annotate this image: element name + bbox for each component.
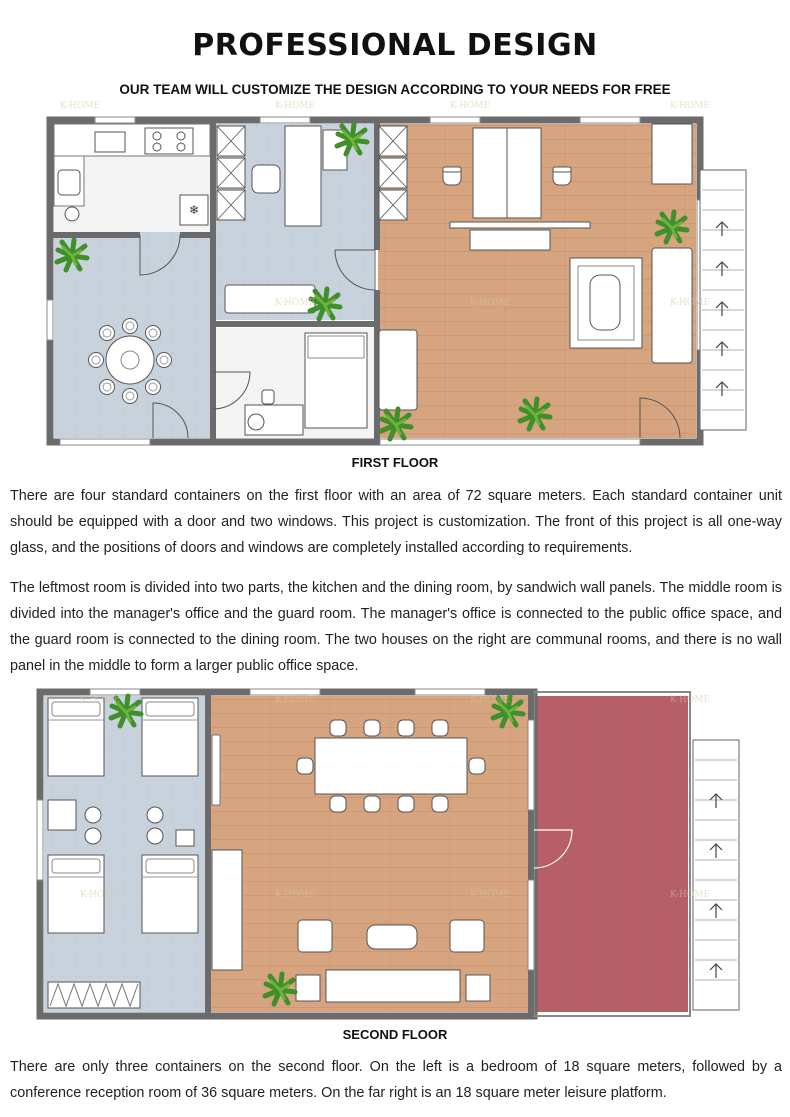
watermark-logo: K-HOME <box>669 101 711 111</box>
page-title: PROFESSIONAL DESIGN <box>192 28 598 63</box>
second-floor-plan <box>0 684 790 1022</box>
watermark-logo: K-HOME <box>274 890 316 900</box>
watermark-logo: K-HOME <box>469 890 511 900</box>
watermark-logo: K-HOME <box>469 695 511 705</box>
first-floor-paragraph-1: There are four standard containers on the first floor with an area of 72 square meters. Each standard container unit should be equipped with a door and two windows. This project is customization. The front of this project is all one-way glass, and the positions of doors and windows are completely installed according to requirements. <box>10 488 782 556</box>
watermark-logo: K-HOME <box>79 695 121 705</box>
first-floor-paragraph-2: The leftmost room is divided into two parts, the kitchen and the dining room, by sandwich wall panels. The middle room is divided into the manager's office and the guard room. The manager's office is connected to the public office space, and the guard room is connected to the dining room. The two houses on the right are communal rooms, and there is no wall panel in the middle to form a larger public office space. <box>10 580 782 674</box>
watermark-logo: K-HOME <box>79 890 121 900</box>
first-floor-caption: FIRST FLOOR <box>351 455 439 470</box>
watermark-logo: K-HOME <box>669 298 711 308</box>
second-floor-paragraph-1: There are only three containers on the second floor. On the left is a bedroom of 18 square meters, followed by a conference reception room of 36 square meters. On the far right is an 18 square meter leisure platform. <box>10 1059 782 1101</box>
watermark-logo: K-HOME <box>274 101 316 111</box>
watermark-logo: K-HOME <box>274 695 316 705</box>
watermark-logo: K-HOME <box>274 298 316 308</box>
second-floor-caption: SECOND FLOOR <box>342 1027 448 1042</box>
watermark-logo: K-HOME <box>449 101 491 111</box>
first-floor-plan <box>0 101 790 450</box>
watermark-logo: K-HOME <box>669 695 711 705</box>
watermark-logo: K-HOME <box>669 890 711 900</box>
page-subtitle: OUR TEAM WILL CUSTOMIZE THE DESIGN ACCORDING TO YOUR NEEDS FOR FREE <box>119 82 671 97</box>
watermark-logo: K-HOME <box>469 298 511 308</box>
svg-text:❄: ❄ <box>188 203 200 217</box>
watermark-logo: K-HOME <box>59 101 101 111</box>
